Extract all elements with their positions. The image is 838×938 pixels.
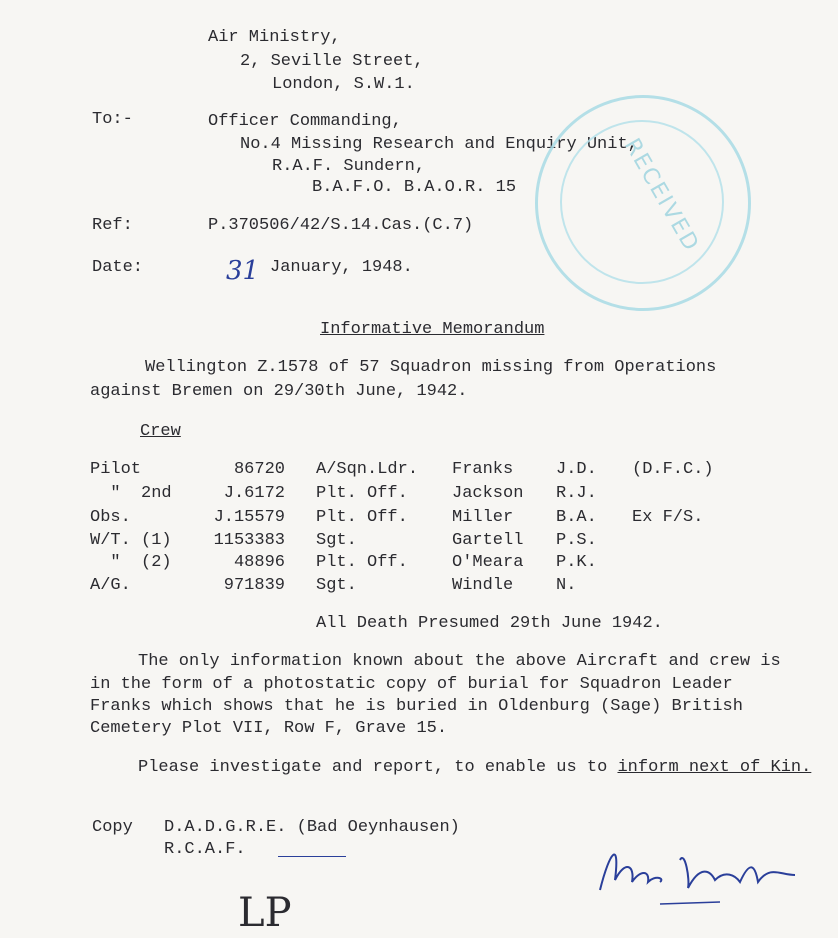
crew-role: A/G. [90, 576, 131, 595]
to-line-2: No.4 Missing Research and Enquiry Unit, [240, 135, 638, 154]
crew-role: " 2nd [90, 484, 172, 503]
body-line-2: in the form of a photostatic copy of burial for Squadron Leader [90, 675, 733, 694]
crew-rank: A/Sqn.Ldr. [316, 460, 419, 479]
stamp-text: RECEIVED [618, 134, 704, 257]
memo-heading: Informative Memorandum [320, 320, 545, 339]
body-line-4: Cemetery Plot VII, Row F, Grave 15. [90, 719, 448, 738]
crew-note: (D.F.C.) [632, 460, 714, 479]
intro-line-2: against Bremen on 29/30th June, 1942. [90, 382, 468, 401]
presumed-statement: All Death Presumed 29th June 1942. [316, 614, 663, 633]
crew-role: Obs. [90, 508, 131, 527]
ref-value: P.370506/42/S.14.Cas.(C.7) [208, 216, 474, 235]
intro-line-1: Wellington Z.1578 of 57 Squadron missing from Operations [145, 358, 717, 377]
to-label: To:- [92, 110, 133, 129]
sender-line-2: 2, Seville Street, [240, 52, 424, 71]
body-line-3: Franks which shows that he is buried in Oldenburg (Sage) British [90, 697, 743, 716]
request-line [138, 758, 811, 778]
date-value: January, 1948. [270, 258, 413, 277]
request-text: Please investigate and report, to enable us to [138, 758, 618, 777]
crew-initials: B.A. [556, 508, 597, 527]
crew-initials: J.D. [556, 460, 597, 479]
crew-number: 1153383 [213, 531, 285, 550]
crew-role: W/T. (1) [90, 531, 172, 550]
to-line-3: R.A.F. Sundern, [272, 157, 426, 176]
crew-initials: R.J. [556, 484, 597, 503]
copy-label: Copy [92, 818, 133, 837]
to-line-4: B.A.F.O. B.A.O.R. 15 [312, 178, 517, 197]
crew-rank: Plt. Off. [316, 484, 408, 503]
crew-role: Pilot [90, 460, 142, 479]
crew-surname: Windle [452, 576, 514, 595]
date-day-handwritten: 31 [226, 256, 260, 286]
crew-number: J.15579 [213, 508, 285, 527]
to-line-1: Officer Commanding, [208, 112, 402, 131]
crew-note: Ex F/S. [632, 508, 704, 527]
signature-underline [660, 902, 720, 904]
crew-rank: Sgt. [316, 531, 357, 550]
request-underlined: inform next of Kin. [617, 758, 812, 777]
signature-stroke [600, 855, 795, 890]
crew-initials: N. [556, 576, 577, 595]
body-line-1: The only information known about the above Aircraft and crew is [138, 652, 781, 671]
crew-surname: Miller [452, 508, 514, 527]
sender-line-1: Air Ministry, [208, 28, 341, 47]
crew-number: 971839 [223, 576, 285, 595]
date-label: Date: [92, 258, 144, 277]
copy-line-1: D.A.D.G.R.E. (Bad Oeynhausen) [164, 818, 460, 837]
pen-mark [278, 856, 346, 857]
ref-label: Ref: [92, 216, 133, 235]
crew-surname: Franks [452, 460, 514, 479]
signature [580, 820, 810, 910]
crew-rank: Plt. Off. [316, 553, 408, 572]
sender-line-3: London, S.W.1. [272, 75, 415, 94]
crew-surname: O'Meara [452, 553, 524, 572]
handwritten-initials: LP [238, 890, 292, 936]
crew-role: " (2) [90, 553, 172, 572]
crew-number: 48896 [233, 553, 285, 572]
crew-initials: P.K. [556, 553, 597, 572]
crew-surname: Gartell [452, 531, 524, 550]
copy-line-2: R.C.A.F. [164, 840, 246, 859]
crew-surname: Jackson [452, 484, 524, 503]
crew-rank: Plt. Off. [316, 508, 408, 527]
crew-number: J.6172 [223, 484, 285, 503]
crew-initials: P.S. [556, 531, 597, 550]
crew-heading: Crew [140, 422, 181, 441]
crew-number: 86720 [233, 460, 285, 479]
received-stamp [535, 95, 751, 311]
crew-rank: Sgt. [316, 576, 357, 595]
